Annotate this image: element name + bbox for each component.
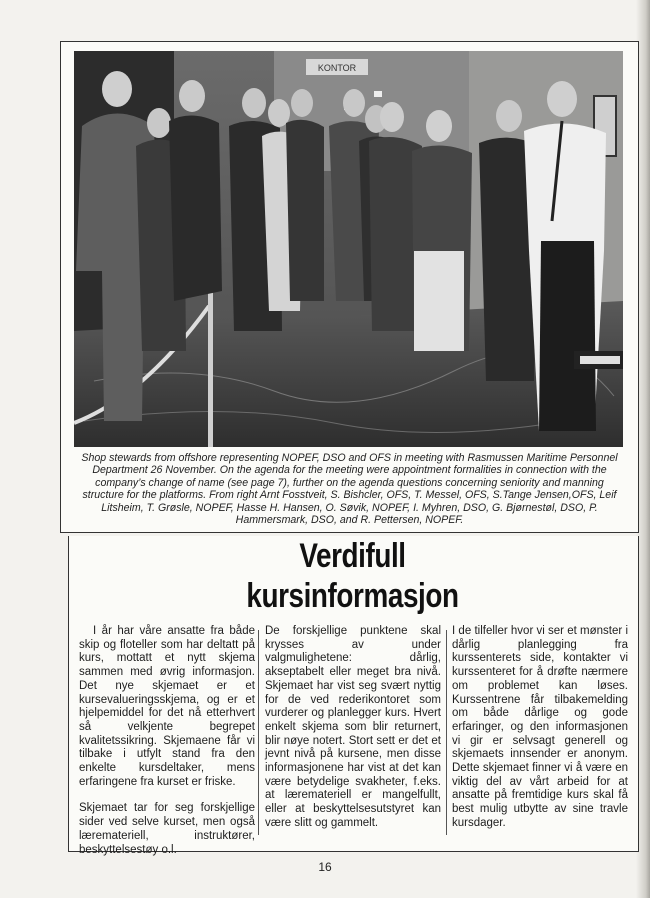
column-2-paragraph-1: De forskjellige punktene skal krysses av under valgmulighetene: dårlig, akseptabelt eller meget bra nivå. Skjemaet har vist seg svært nyttig for de ved rederikontoret som vurderer og planlegger kurs. Hvert enkelt skjema som blir returnert, blir nøye notert. Stort sett er det et jevnt nivå på kursene, men disse informasjonene har vist at det kan være betydelige svakheter, f.eks. at læremateriell er mangelfullt, eller at beskyttelsesutstyret kan være slitt og gammelt. xyxy=(265,625,441,829)
article-column-2 xyxy=(265,625,441,844)
headline-line-2: kursinformasjon xyxy=(246,577,459,615)
photo-caption: Shop stewards from offshore representing NOPEF, DSO and OFS in meeting with Rasmussen Maritime Personnel Department 26 November. On the agenda for the meeting were appointment formalities in connection with the company’s change of name (see page 7), further on the agenda questions concerning seniority and manning structure for the platforms. From right Arnt Fosstveit, S. Bishcler, OFS, T. Messel, OFS, S.Tange Jensen,OFS, Leif Litsheim, T. Grøsle, NOPEF, Hasse H. Hansen, O. Søvik, NOPEF, I. Myhren, DSO, G. Bjørnestøl, DSO, P. Hammersmark, DSO, and R. Pettersen, NOPEF. xyxy=(81,452,618,527)
photo-sign-text: KONTOR xyxy=(317,63,357,73)
column-divider-2 xyxy=(446,630,447,835)
article-headline xyxy=(119,536,586,616)
article-column-3 xyxy=(452,625,628,844)
headline-line-1: Verdifull xyxy=(299,537,406,575)
column-3-paragraph-1: I de tilfeller hvor vi ser et mønster i dårlig planlegging fra kurssenterets side, kontakter vi kurssenteret for å drøfte nærmere om problemet kan løses. Kurssentrene får tilbakemelding om både dårlige og gode erfaringer, og den informasjonen vi gir er selvsagt generell og skjemaets innsender er anonym. Dette skjemaet finner vi å være en viktig del av vårt arbeid for at ansatte på fremtidige kurs skal få best mulig utbytte av sine travle kursdager. xyxy=(452,625,628,829)
group-photo xyxy=(74,51,623,447)
column-1-paragraph-2: Skjemaet tar for seg forskjellige sider ved selve kurset, men også læremateriell, instruktører, beskyttelsestøy o.l. xyxy=(79,802,255,856)
article-column-1 xyxy=(79,625,255,870)
column-1-paragraph-1: I år har våre ansatte fra både skip og floteller som har deltatt på kurs, mottatt et nytt skjema sammen med øvrig informasjon. Det nye skjemaet er et kursevalueringsskjema, og er et hjelpemiddel for det nå etterhvert så velkjente begrepet kvalitetssikring. Skjemaene får vi tilbake i utfylt stand fra den enkelte kursdeltaker, mens erfaringene fra kurset er friske. xyxy=(79,625,255,788)
column-divider-1 xyxy=(258,630,259,835)
page-number: 16 xyxy=(318,860,332,874)
